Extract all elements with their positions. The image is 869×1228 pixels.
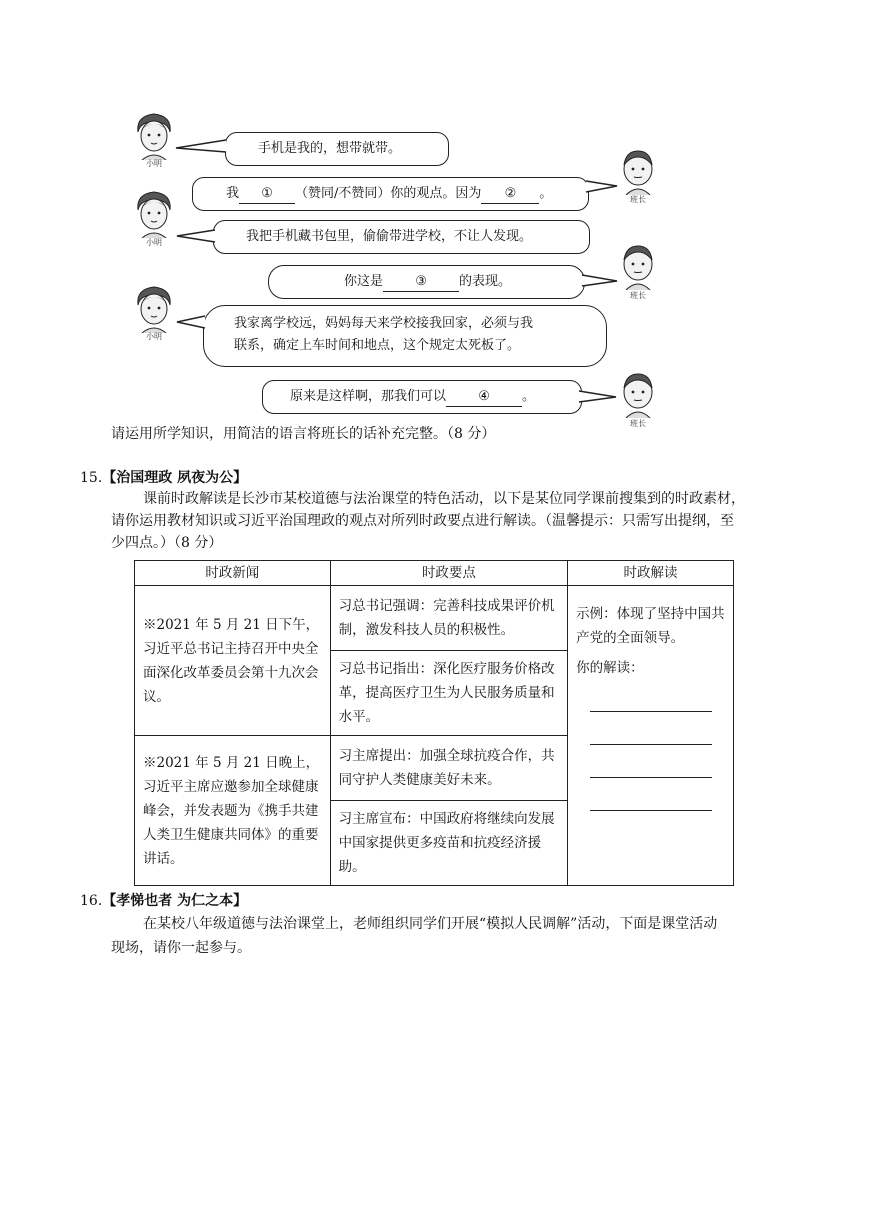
example-text: 示例：体现了坚持中国共产党的全面领导。 <box>576 606 725 646</box>
speech-bubble-xiaoming-1 <box>225 132 449 166</box>
interpretation-cell <box>568 586 734 886</box>
speaker-label: 小明 <box>146 238 162 247</box>
speaker-label: 小明 <box>146 159 162 168</box>
bubble-text: 。 <box>539 186 553 201</box>
bubble-tail <box>175 138 227 154</box>
news-text: ※2021 年 5 月 21 日下午，习近平总书记主持召开中央全面深化改革委员会第十九次会议。 <box>143 616 320 705</box>
bubble-text-row <box>344 270 511 294</box>
answer-blank-4[interactable]: ④ <box>446 388 522 407</box>
q16-heading <box>80 890 247 912</box>
table-header: 时政解读 <box>568 561 734 586</box>
speech-bubble-xiaoming-2 <box>213 220 590 254</box>
bubble-text: 的表现。 <box>459 274 512 289</box>
bubble-text-row <box>226 182 552 206</box>
point-cell <box>330 586 567 651</box>
question-title: 【孝悌也者 为仁之本】 <box>102 893 248 909</box>
point-cell <box>330 801 567 886</box>
table-header-row <box>135 561 734 586</box>
table-header: 时政新闻 <box>135 561 331 586</box>
bubble-text: 联系，确定上车时间和地点，这个规定太死板了。 <box>234 338 521 353</box>
point-text: 习主席宣布：中国政府将继续向发展中国家提供更多疫苗和抗疫经济援助。 <box>338 811 555 875</box>
bubble-tail <box>578 388 618 406</box>
xiaoming-portrait-icon <box>132 188 176 238</box>
point-text: 习主席提出：加强全球抗疫合作，共同守护人类健康美好未来。 <box>338 748 555 788</box>
speech-bubble-banzhang-3 <box>262 380 582 414</box>
q14-instruction: 请运用所学知识，用简洁的语言将班长的话补充完整。（8 分） <box>111 426 496 442</box>
q15-paragraph-line: 课前时政解读是长沙市某校道德与法治课堂的特色活动，以下是某位同学课前搜集到的时政素材， <box>143 491 745 507</box>
bubble-text: 我家离学校远，妈妈每天来学校接我回家，必须与我 <box>234 316 534 331</box>
answer-line[interactable] <box>590 809 712 811</box>
q15-heading <box>80 467 247 489</box>
point-cell <box>330 651 567 736</box>
news-text: ※2021 年 5 月 21 日晚上，习近平主席应邀参加全球健康峰会，并发表题为《携手共建人类卫生健康共同体》的重要讲话。 <box>143 754 320 867</box>
bubble-text-row <box>290 385 535 409</box>
answer-blank-2[interactable]: ② <box>481 185 539 204</box>
banzhang-portrait-icon <box>616 240 660 290</box>
answer-blank-3[interactable]: ③ <box>383 273 459 292</box>
bubble-text: 。 <box>522 389 536 404</box>
bubble-text: 手机是我的，想带就带。 <box>258 141 402 156</box>
point-text: 习总书记强调：完善科技成果评价机制，激发科技人员的积极性。 <box>338 598 555 638</box>
table-row <box>135 586 734 651</box>
news-table <box>134 560 734 886</box>
speaker-label: 小明 <box>146 332 162 341</box>
bubble-tail <box>176 314 206 330</box>
speaker-label: 班长 <box>630 195 646 204</box>
table-header: 时政要点 <box>330 561 567 586</box>
bubble-text: 我把手机藏书包里，偷偷带进学校，不让人发现。 <box>246 229 533 244</box>
bubble-tail <box>176 228 216 244</box>
news-cell <box>135 736 331 886</box>
news-cell <box>135 586 331 736</box>
q15-paragraph-line: 少四点。）（8 分） <box>111 535 223 551</box>
speaker-label: 班长 <box>630 419 646 428</box>
point-cell <box>330 736 567 801</box>
xiaoming-portrait-icon <box>132 110 176 160</box>
q16-paragraph-line: 在某校八年级道德与法治课堂上，老师组织同学们开展“模拟人民调解”活动，下面是课堂活动 <box>143 916 718 932</box>
speech-bubble-banzhang-1 <box>192 177 589 211</box>
speech-bubble-xiaoming-3 <box>203 305 607 367</box>
banzhang-portrait-icon <box>616 145 660 195</box>
bubble-text: （赞同/不赞同）你的观点。因为 <box>295 186 482 201</box>
question-number: 15. <box>80 470 103 486</box>
q16-paragraph-line: 现场，请你一起参与。 <box>111 940 251 956</box>
bubble-text: 你这是 <box>344 274 384 289</box>
question-number: 16. <box>80 893 103 909</box>
point-text: 习总书记指出：深化医疗服务价格改革，提高医疗卫生为人民服务质量和水平。 <box>338 661 555 725</box>
speech-bubble-banzhang-2 <box>268 265 585 299</box>
your-interpretation-label: 你的解读： <box>576 660 644 676</box>
bubble-text: 我 <box>226 186 240 201</box>
xiaoming-portrait-icon <box>132 283 176 333</box>
bubble-tail <box>581 272 619 290</box>
answer-blank-1[interactable]: ① <box>239 185 295 204</box>
bubble-text: 原来是这样啊，那我们可以 <box>290 389 447 404</box>
q15-paragraph-line: 请你运用教材知识或习近平治国理政的观点对所列时政要点进行解读。（温馨提示：只需写出提纲，至 <box>111 513 734 529</box>
speaker-label: 班长 <box>630 291 646 300</box>
bubble-tail <box>585 178 619 196</box>
banzhang-portrait-icon <box>616 368 660 418</box>
question-title: 【治国理政 夙夜为公】 <box>102 470 248 486</box>
